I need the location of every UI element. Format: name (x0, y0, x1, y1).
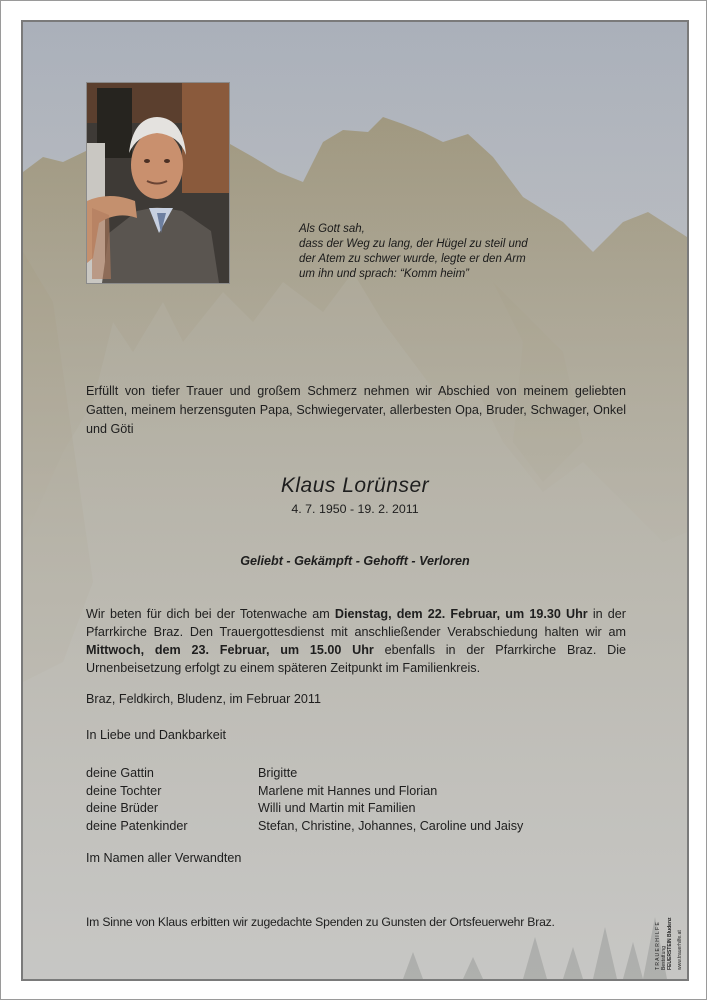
logo-line: www.trauerhilfe.at (677, 930, 683, 970)
quote-line: der Atem zu schwer wurde, legte er den Arm (299, 253, 526, 265)
logo-line: T R A U E R H I L F E (655, 922, 661, 970)
list-item (86, 765, 523, 783)
obituary-card (21, 20, 689, 981)
quote-line: Als Gott sah, (299, 223, 365, 235)
relation: deine Brüder (86, 801, 159, 815)
life-dates: 4. 7. 1950 - 19. 2. 2011 (291, 502, 419, 516)
relation: deine Tochter (86, 783, 162, 798)
relative-names: Marlene mit Hannes und Florian (258, 783, 438, 798)
donation-note: Im Sinne von Klaus erbitten wir zugedachte Spenden zu Gunsten der Ortsfeuerwehr Braz. (86, 915, 555, 929)
list-item (86, 800, 523, 818)
funeral-home-logo (653, 870, 689, 970)
memorial-quote (299, 222, 528, 282)
list-item (86, 783, 523, 801)
quote-line: um ihn und sprach: “Komm heim” (299, 268, 470, 280)
deceased-name: Klaus Lorünser (280, 474, 430, 497)
service-text: in der Pfarrkirche Braz. Den Trauergottesdienst mit anschließender Verabschiedung halten wir am (86, 607, 626, 639)
service-text: ebenfalls in der Pfarrkirche Braz. Die Urnenbeisetzung erfolgt zu einem späteren Zeitpunkt im Familienkreis. (86, 643, 626, 675)
service-text: Wir beten für dich bei der Totenwache am (86, 607, 335, 621)
relatives-line: Im Namen aller Verwandten (86, 851, 242, 865)
relation: deine Patenkinder (86, 818, 188, 833)
list-item (86, 818, 523, 836)
service-details (86, 605, 626, 677)
announcement-text: Erfüllt von tiefer Trauer und großem Schmerz nehmen wir Abschied von meinem geliebten Gatten, meinem herzensguten Papa, Schwiegervater, allerbesten Opa, Bruder, Schwager, Onkel und Göti (86, 384, 626, 436)
relative-names: Brigitte (258, 766, 298, 780)
place-date: Braz, Feldkirch, Bludenz, im Februar 2011 (86, 692, 321, 706)
relation: deine Gattin (86, 766, 154, 780)
logo-line: Bestattung (661, 946, 667, 970)
funeral-date: Mittwoch, dem 23. Februar, um 15.00 Uhr (86, 643, 374, 657)
portrait-photo (86, 82, 230, 284)
love-line: In Liebe und Dankbarkeit (86, 728, 227, 742)
motto: Geliebt - Gekämpft - Gehofft - Verloren (240, 554, 470, 568)
relative-names: Stefan, Christine, Johannes, Caroline und Jaisy (258, 818, 524, 833)
relatives-list (86, 765, 523, 835)
relative-names: Willi und Martin mit Familien (258, 801, 416, 815)
quote-line: dass der Weg zu lang, der Hügel zu steil und (299, 238, 528, 250)
wake-date: Dienstag, dem 22. Februar, um 19.30 Uhr (334, 607, 588, 621)
logo-line: FEUERSTEIN Bludenz (667, 917, 673, 970)
